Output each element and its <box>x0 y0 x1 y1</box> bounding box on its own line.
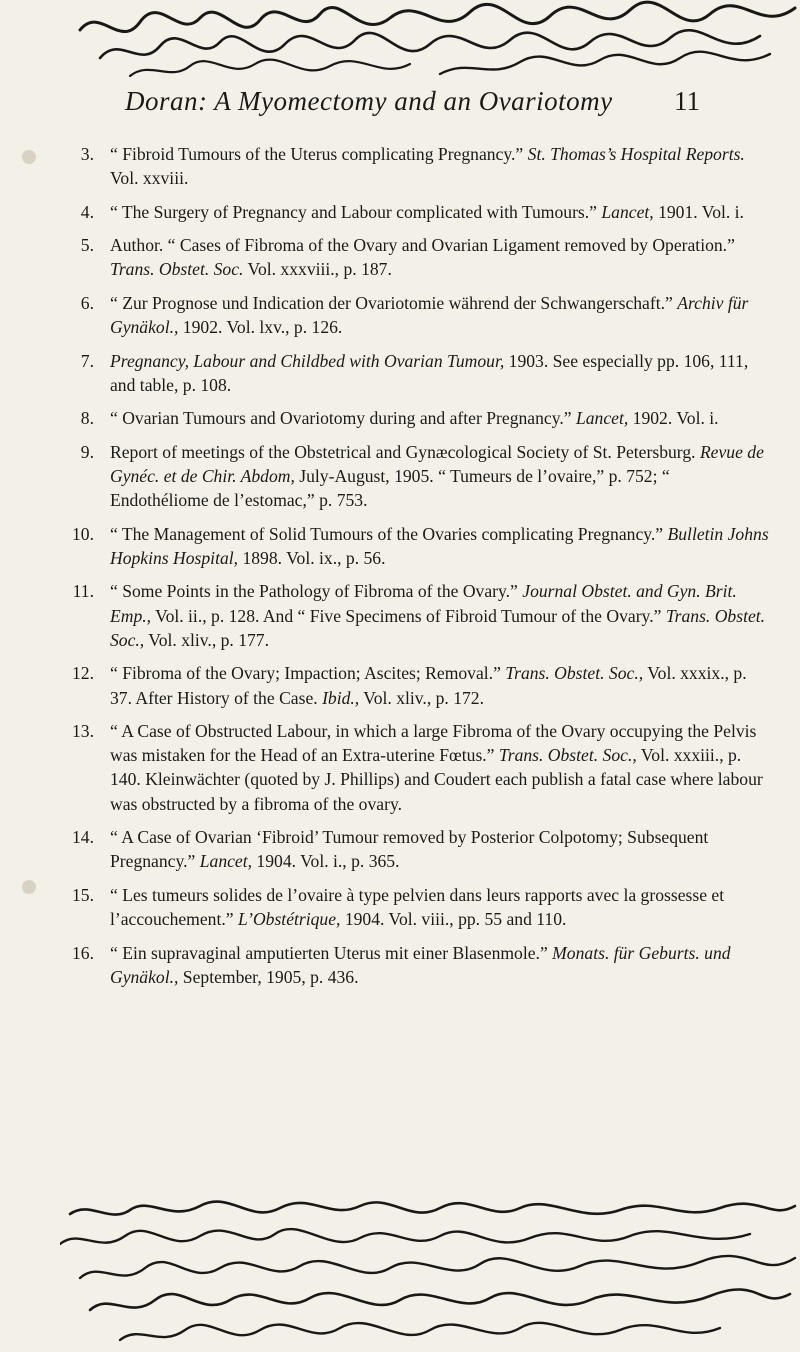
reference-entry <box>52 941 772 989</box>
reference-entry <box>52 440 772 513</box>
reference-number: 11. <box>72 581 94 602</box>
reference-text: Pregnancy, Labour and Childbed with Ovarian Tumour, 1903. See especially pp. 106, 111, and table, p. 108. <box>110 350 749 395</box>
reference-text: “ A Case of Ovarian ‘Fibroid’ Tumour removed by Posterior Colpotomy; Subsequent Pregnancy.” Lancet, 1904. Vol. i., p. 365. <box>110 827 709 872</box>
running-title: Doran: A Myomectomy and an Ovariotomy <box>125 86 613 116</box>
reference-number: 7. <box>80 350 94 371</box>
running-head <box>125 86 700 118</box>
reference-text: “ The Management of Solid Tumours of the Ovaries complicating Pregnancy.” Bulletin Johns Hopkins Hospital, 1898. Vol. ix., p. 56. <box>110 523 769 568</box>
page-number: 11 <box>674 86 700 116</box>
reference-number: 14. <box>72 827 94 848</box>
reference-entry <box>52 719 772 816</box>
reference-text: “ Les tumeurs solides de l’ovaire à type pelvien dans leurs rapports avec la grossesse et l’accouchement.” L’Obstétrique, 1904. Vol. viii., pp. 55 and 110. <box>110 884 725 930</box>
reference-number: 9. <box>80 441 94 462</box>
reference-text: “ Fibroid Tumours of the Uterus complicating Pregnancy.” St. Thomas’s Hospital Reports. Vol. xxviii. <box>110 144 745 189</box>
reference-number: 12. <box>72 663 94 684</box>
margin-mark <box>22 880 36 894</box>
reference-text: Report of meetings of the Obstetrical and Gynæcological Society of St. Petersburg. Revue de Gynéc. et de Chir. Abdom, July-August, 1905. “ Tumeurs de l’ovaire,” p. 752; “ Endothéliome de l’estomac,” p. 753. <box>110 441 764 511</box>
reference-entry <box>52 200 772 224</box>
reference-entry <box>52 291 772 339</box>
reference-text: “ Some Points in the Pathology of Fibroma of the Ovary.” Journal Obstet. and Gyn. Brit. Emp., Vol. ii., p. 128. And “ Five Specimens of Fibroid Tumour of the Ovary.” Trans. Obstet. Soc., Vol. xliv., p. 177. <box>110 581 766 650</box>
reference-text: “ Ovarian Tumours and Ovariotomy during and after Pregnancy.” Lancet, 1902. Vol. i. <box>110 408 719 429</box>
reference-entry <box>52 233 772 281</box>
reference-entry <box>52 522 772 570</box>
reference-number: 13. <box>72 721 94 742</box>
reference-entry <box>52 883 772 931</box>
reference-text: Author. “ Cases of Fibroma of the Ovary and Ovarian Ligament removed by Operation.” Trans. Obstet. Soc. Vol. xxxviii., p. 187. <box>110 235 735 280</box>
reference-number: 15. <box>72 884 94 905</box>
reference-number: 10. <box>72 523 94 544</box>
reference-text: “ The Surgery of Pregnancy and Labour complicated with Tumours.” Lancet, 1901. Vol. i. <box>110 201 744 222</box>
reference-entry <box>52 661 772 709</box>
reference-number: 5. <box>80 235 94 256</box>
reference-number: 8. <box>80 408 94 429</box>
reference-entry <box>52 579 772 652</box>
margin-mark <box>22 150 36 164</box>
reference-entry <box>52 142 772 190</box>
reference-list <box>52 142 772 998</box>
reference-text: “ Fibroma of the Ovary; Impaction; Ascites; Removal.” Trans. Obstet. Soc., Vol. xxxix., p. 37. After History of the Case. Ibid., Vol. xliv., p. 172. <box>110 663 747 708</box>
reference-entry <box>52 825 772 873</box>
reference-entry <box>52 349 772 397</box>
reference-number: 16. <box>72 942 94 963</box>
reference-text: “ Zur Prognose und Indication der Ovariotomie während der Schwangerschaft.” Archiv für Gynäkol., 1902. Vol. lxv., p. 126. <box>110 292 749 338</box>
reference-entry <box>52 406 772 430</box>
reference-text: “ Ein supravaginal amputierten Uterus mit einer Blasenmole.” Monats. für Geburts. und Gynäkol., September, 1905, p. 436. <box>110 942 731 987</box>
handwriting-bottom-note <box>60 1198 800 1352</box>
reference-number: 3. <box>80 144 94 164</box>
reference-text: “ A Case of Obstructed Labour, in which a large Fibroma of the Ovary occupying the Pelvis was mistaken for the Head of an Extra-uterine Fœtus.” Trans. Obstet. Soc., Vol. xxxiii., p. 140. Kleinwächter (quoted by J. Phillips) and Coudert each publish a fatal case where labour was obstructed by a fibroma of the ovary. <box>110 721 763 814</box>
handwriting-top-scrawl <box>60 0 800 82</box>
reference-number: 4. <box>80 201 94 222</box>
reference-number: 6. <box>80 292 94 313</box>
